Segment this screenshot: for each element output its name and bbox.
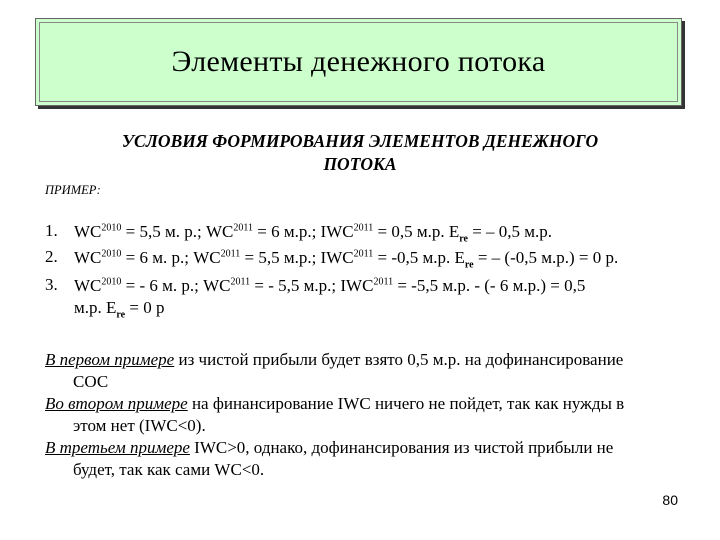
subtitle-line-2: ПОТОКА — [323, 154, 397, 174]
subscript: re — [459, 233, 468, 245]
text-part: = 5,5 м.р.; IWC — [240, 248, 354, 267]
subtitle-line-1: УСЛОВИЯ ФОРМИРОВАНИЯ ЭЛЕМЕНТОВ ДЕНЕЖНОГО — [121, 131, 599, 151]
item-number: 3. — [45, 275, 58, 294]
item-text — [74, 221, 700, 243]
text-part: WC — [74, 248, 102, 267]
example-list — [45, 221, 700, 319]
note-text: из чистой прибыли будет взято 0,5 м.р. на дофинансирование — [174, 350, 624, 369]
page-number: 80 — [662, 492, 678, 508]
superscript: 2011 — [353, 222, 374, 234]
list-item-1 — [45, 221, 700, 243]
text-part: = 6 м. р.; WC — [121, 248, 221, 267]
note-3 — [45, 437, 673, 481]
item-number: 1. — [45, 221, 58, 240]
superscript: 2011 — [353, 248, 374, 260]
text-part: = - 6 м. р.; WC — [121, 276, 231, 295]
example-label: ПРИМЕР: — [45, 183, 101, 197]
note-2 — [45, 393, 673, 437]
text-part: = 5,5 м. р.; WC — [121, 222, 234, 241]
text-part: WC — [74, 276, 102, 295]
note-text: на финансирование IWC ничего не пойдет, так как нужды в — [187, 394, 625, 413]
note-continuation: СОС — [73, 372, 109, 391]
note-lead: В третьем примере — [45, 438, 190, 457]
page-title: Элементы денежного потока — [171, 45, 546, 78]
superscript: 2011 — [373, 276, 394, 288]
text-part: = -5,5 м.р. - (- 6 м.р.) = 0,5 — [393, 276, 586, 295]
subtitle — [80, 130, 640, 176]
list-item-3 — [45, 275, 700, 319]
item-text — [74, 247, 700, 269]
subscript: re — [464, 259, 474, 271]
subscript: re — [116, 309, 126, 321]
note-1 — [45, 349, 673, 393]
note-lead: Во втором примере — [45, 394, 188, 413]
superscript: 2011 — [230, 276, 251, 288]
notes — [45, 349, 673, 481]
text-part: = 6 м.р.; IWC — [252, 222, 354, 241]
superscript: 2011 — [220, 248, 241, 260]
note-continuation: этом нет (IWC<0). — [73, 416, 206, 435]
superscript: 2010 — [101, 276, 122, 288]
item-text — [74, 275, 700, 319]
text-part: WC — [74, 222, 102, 241]
superscript: 2010 — [101, 222, 122, 234]
text-part: м.р. E — [74, 298, 117, 317]
note-lead: В первом примере — [45, 350, 175, 369]
text-part: = – (-0,5 м.р.) = 0 р. — [473, 248, 619, 267]
text-part: = 0 р — [125, 298, 165, 317]
note-continuation: будет, так как сами WC<0. — [73, 460, 265, 479]
text-part: = 0,5 м.р. E — [373, 222, 460, 241]
text-part: = - 5,5 м.р.; IWC — [250, 276, 374, 295]
text-part: = -0,5 м.р. E — [373, 248, 465, 267]
superscript: 2011 — [233, 222, 253, 234]
title-box — [35, 18, 682, 106]
note-text: IWC>0, однако, дофинансирования из чистой прибыли не — [189, 438, 614, 457]
superscript: 2010 — [101, 248, 122, 260]
text-part: = – 0,5 м.р. — [467, 222, 553, 241]
list-item-2 — [45, 247, 700, 269]
item-number: 2. — [45, 247, 58, 266]
